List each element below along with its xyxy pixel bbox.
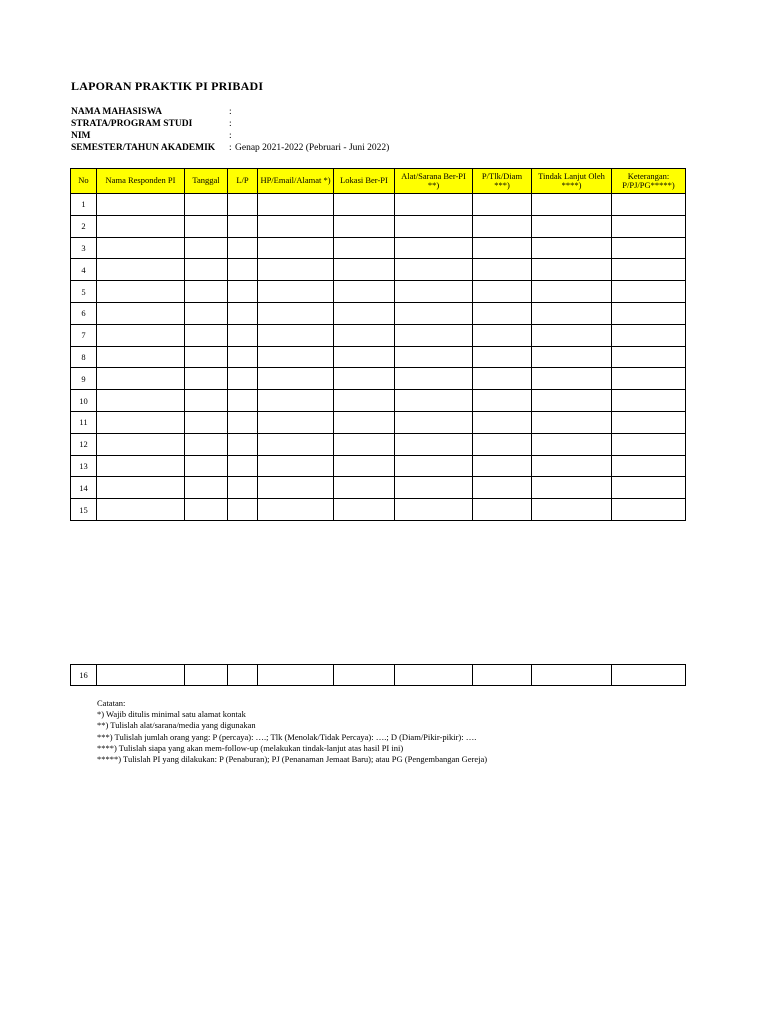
empty-cell (228, 194, 258, 216)
empty-cell (334, 368, 395, 390)
meta-row-program: STRATA/PROGRAM STUDI : (71, 119, 232, 129)
empty-cell (612, 194, 686, 216)
note-line: *) Wajib ditulis minimal satu alamat kontak (97, 709, 246, 720)
meta-row-semester: SEMESTER/TAHUN AKADEMIK : Genap 2021-2022 (Pebruari - Juni 2022) (71, 143, 390, 153)
table-row (71, 215, 686, 237)
empty-cell (97, 194, 185, 216)
row-number: 8 (71, 346, 97, 368)
empty-cell (228, 302, 258, 324)
header-contact: HP/Email/Alamat *) (258, 169, 334, 194)
empty-cell (612, 368, 686, 390)
empty-cell (395, 368, 473, 390)
empty-cell (185, 368, 228, 390)
empty-cell (612, 411, 686, 433)
empty-cell (97, 324, 185, 346)
empty-cell (97, 390, 185, 412)
table-row (71, 302, 686, 324)
empty-cell (395, 324, 473, 346)
empty-cell (334, 411, 395, 433)
empty-cell (473, 302, 532, 324)
empty-cell (185, 455, 228, 477)
empty-cell (395, 237, 473, 259)
empty-cell (532, 499, 612, 521)
row-number: 4 (71, 259, 97, 281)
empty-cell (334, 455, 395, 477)
empty-cell (228, 390, 258, 412)
empty-cell (258, 281, 334, 303)
empty-cell (395, 259, 473, 281)
empty-cell (334, 215, 395, 237)
empty-cell (228, 455, 258, 477)
empty-cell (228, 433, 258, 455)
meta-label: NIM (71, 131, 91, 141)
empty-cell (97, 215, 185, 237)
empty-cell (185, 499, 228, 521)
empty-cell (97, 411, 185, 433)
notes-section (97, 698, 487, 765)
row-number: 2 (71, 215, 97, 237)
empty-cell (258, 302, 334, 324)
empty-cell (612, 237, 686, 259)
empty-cell (334, 433, 395, 455)
empty-cell (185, 433, 228, 455)
empty-cell (532, 324, 612, 346)
empty-cell (395, 411, 473, 433)
empty-cell (395, 477, 473, 499)
empty-cell (532, 237, 612, 259)
empty-cell (228, 237, 258, 259)
empty-cell (258, 346, 334, 368)
empty-cell (258, 433, 334, 455)
table-row (71, 259, 686, 281)
empty-cell (228, 281, 258, 303)
empty-cell (185, 194, 228, 216)
empty-cell (395, 455, 473, 477)
empty-cell (473, 215, 532, 237)
empty-cell (532, 259, 612, 281)
empty-cell (334, 281, 395, 303)
table-row (71, 665, 686, 686)
empty-cell (473, 194, 532, 216)
empty-cell (228, 346, 258, 368)
note-line: **) Tulislah alat/sarana/media yang digunakan (97, 720, 256, 731)
empty-cell (473, 499, 532, 521)
empty-cell (473, 665, 532, 686)
empty-cell (185, 215, 228, 237)
empty-cell (97, 281, 185, 303)
empty-cell (473, 477, 532, 499)
empty-cell (532, 390, 612, 412)
empty-cell (258, 477, 334, 499)
row-number: 11 (71, 411, 97, 433)
empty-cell (532, 368, 612, 390)
empty-cell (532, 215, 612, 237)
empty-cell (258, 259, 334, 281)
row-number: 13 (71, 455, 97, 477)
empty-cell (334, 390, 395, 412)
row-number: 1 (71, 194, 97, 216)
empty-cell (228, 499, 258, 521)
empty-cell (473, 259, 532, 281)
empty-cell (473, 237, 532, 259)
empty-cell (612, 477, 686, 499)
row-number: 3 (71, 237, 97, 259)
row-number: 10 (71, 390, 97, 412)
empty-cell (334, 324, 395, 346)
meta-row-nim: NIM : (71, 131, 232, 141)
meta-value: Genap 2021-2022 (Pebruari - Juni 2022) (235, 143, 390, 153)
table-row (71, 324, 686, 346)
empty-cell (258, 215, 334, 237)
empty-cell (532, 411, 612, 433)
meta-label: NAMA MAHASISWA (71, 107, 163, 117)
empty-cell (97, 259, 185, 281)
student-info (71, 106, 389, 154)
header-media: Alat/Sarana Ber-PI **) (395, 169, 473, 194)
empty-cell (97, 368, 185, 390)
note-line: *****) Tulislah PI yang dilakukan: P (Penaburan); PJ (Penanaman Jemaat Baru); atau PG (Pengembangan Gereja) (97, 754, 488, 765)
table-header-row (71, 169, 686, 194)
empty-cell (473, 324, 532, 346)
empty-cell (532, 477, 612, 499)
empty-cell (228, 215, 258, 237)
notes-heading: Catatan: (97, 698, 126, 708)
empty-cell (228, 368, 258, 390)
empty-cell (258, 499, 334, 521)
empty-cell (473, 433, 532, 455)
report-title: LAPORAN PRAKTIK PI PRIBADI (71, 79, 264, 93)
row-number: 5 (71, 281, 97, 303)
empty-cell (97, 433, 185, 455)
empty-cell (612, 390, 686, 412)
empty-cell (612, 455, 686, 477)
empty-cell (258, 411, 334, 433)
empty-cell (532, 665, 612, 686)
header-respondent-name: Nama Responden PI (97, 169, 185, 194)
table-row (71, 433, 686, 455)
meta-row-name: NAMA MAHASISWA : (71, 107, 232, 117)
empty-cell (334, 302, 395, 324)
row-number: 14 (71, 477, 97, 499)
empty-cell (97, 237, 185, 259)
empty-cell (612, 215, 686, 237)
header-no: No (71, 169, 97, 194)
header-gender: L/P (228, 169, 258, 194)
empty-cell (334, 477, 395, 499)
report-table-continued (70, 664, 686, 686)
empty-cell (228, 259, 258, 281)
empty-cell (612, 346, 686, 368)
empty-cell (612, 302, 686, 324)
empty-cell (258, 368, 334, 390)
empty-cell (97, 499, 185, 521)
empty-cell (334, 237, 395, 259)
empty-cell (258, 194, 334, 216)
empty-cell (334, 194, 395, 216)
empty-cell (532, 346, 612, 368)
empty-cell (532, 455, 612, 477)
table-row (71, 346, 686, 368)
empty-cell (185, 281, 228, 303)
note-line: ***) Tulislah jumlah orang yang: P (percaya): ….; Tlk (Menolak/Tidak Percaya): ….; D (Diam/Pikir-pikir): …. (97, 731, 477, 742)
empty-cell (185, 302, 228, 324)
empty-cell (228, 477, 258, 499)
empty-cell (97, 665, 185, 686)
empty-cell (612, 665, 686, 686)
empty-cell (185, 346, 228, 368)
empty-cell (612, 281, 686, 303)
note-line: ****) Tulislah siapa yang akan mem-follow-up (melakukan tindak-lanjut atas hasil PI ini) (97, 742, 404, 753)
empty-cell (473, 390, 532, 412)
empty-cell (258, 324, 334, 346)
empty-cell (258, 390, 334, 412)
empty-cell (334, 346, 395, 368)
table-row (71, 411, 686, 433)
empty-cell (473, 368, 532, 390)
empty-cell (258, 237, 334, 259)
table-row (71, 499, 686, 521)
empty-cell (185, 665, 228, 686)
report-table (70, 168, 686, 521)
empty-cell (532, 302, 612, 324)
empty-cell (185, 477, 228, 499)
empty-cell (395, 215, 473, 237)
row-number: 6 (71, 302, 97, 324)
header-location: Lokasi Ber-PI (334, 169, 395, 194)
empty-cell (185, 390, 228, 412)
empty-cell (97, 477, 185, 499)
empty-cell (612, 499, 686, 521)
empty-cell (334, 259, 395, 281)
empty-cell (612, 324, 686, 346)
empty-cell (473, 411, 532, 433)
empty-cell (258, 665, 334, 686)
header-response: P/Tlk/Diam ***) (473, 169, 532, 194)
empty-cell (185, 237, 228, 259)
empty-cell (395, 390, 473, 412)
empty-cell (228, 665, 258, 686)
empty-cell (532, 433, 612, 455)
empty-cell (395, 433, 473, 455)
table-row (71, 194, 686, 216)
empty-cell (334, 665, 395, 686)
empty-cell (395, 665, 473, 686)
table-row (71, 455, 686, 477)
empty-cell (228, 324, 258, 346)
empty-cell (473, 281, 532, 303)
table-row (71, 477, 686, 499)
table-row (71, 281, 686, 303)
empty-cell (612, 433, 686, 455)
empty-cell (185, 411, 228, 433)
empty-cell (395, 281, 473, 303)
empty-cell (185, 324, 228, 346)
row-number: 15 (71, 499, 97, 521)
empty-cell (228, 411, 258, 433)
empty-cell (97, 346, 185, 368)
table-row (71, 390, 686, 412)
empty-cell (473, 455, 532, 477)
row-number: 16 (71, 665, 97, 686)
empty-cell (334, 499, 395, 521)
meta-label: SEMESTER/TAHUN AKADEMIK (71, 143, 216, 153)
header-date: Tanggal (185, 169, 228, 194)
table-row (71, 237, 686, 259)
row-number: 12 (71, 433, 97, 455)
empty-cell (258, 455, 334, 477)
empty-cell (532, 281, 612, 303)
empty-cell (395, 302, 473, 324)
empty-cell (97, 455, 185, 477)
empty-cell (532, 194, 612, 216)
empty-cell (395, 194, 473, 216)
table-row (71, 368, 686, 390)
empty-cell (97, 302, 185, 324)
header-notes: Keterangan: P/PJ/PG*****) (612, 169, 686, 194)
empty-cell (612, 259, 686, 281)
empty-cell (395, 346, 473, 368)
header-follow-up: Tindak Lanjut Oleh ****) (532, 169, 612, 194)
meta-label: STRATA/PROGRAM STUDI (71, 119, 193, 129)
empty-cell (473, 346, 532, 368)
empty-cell (185, 259, 228, 281)
row-number: 7 (71, 324, 97, 346)
row-number: 9 (71, 368, 97, 390)
empty-cell (395, 499, 473, 521)
